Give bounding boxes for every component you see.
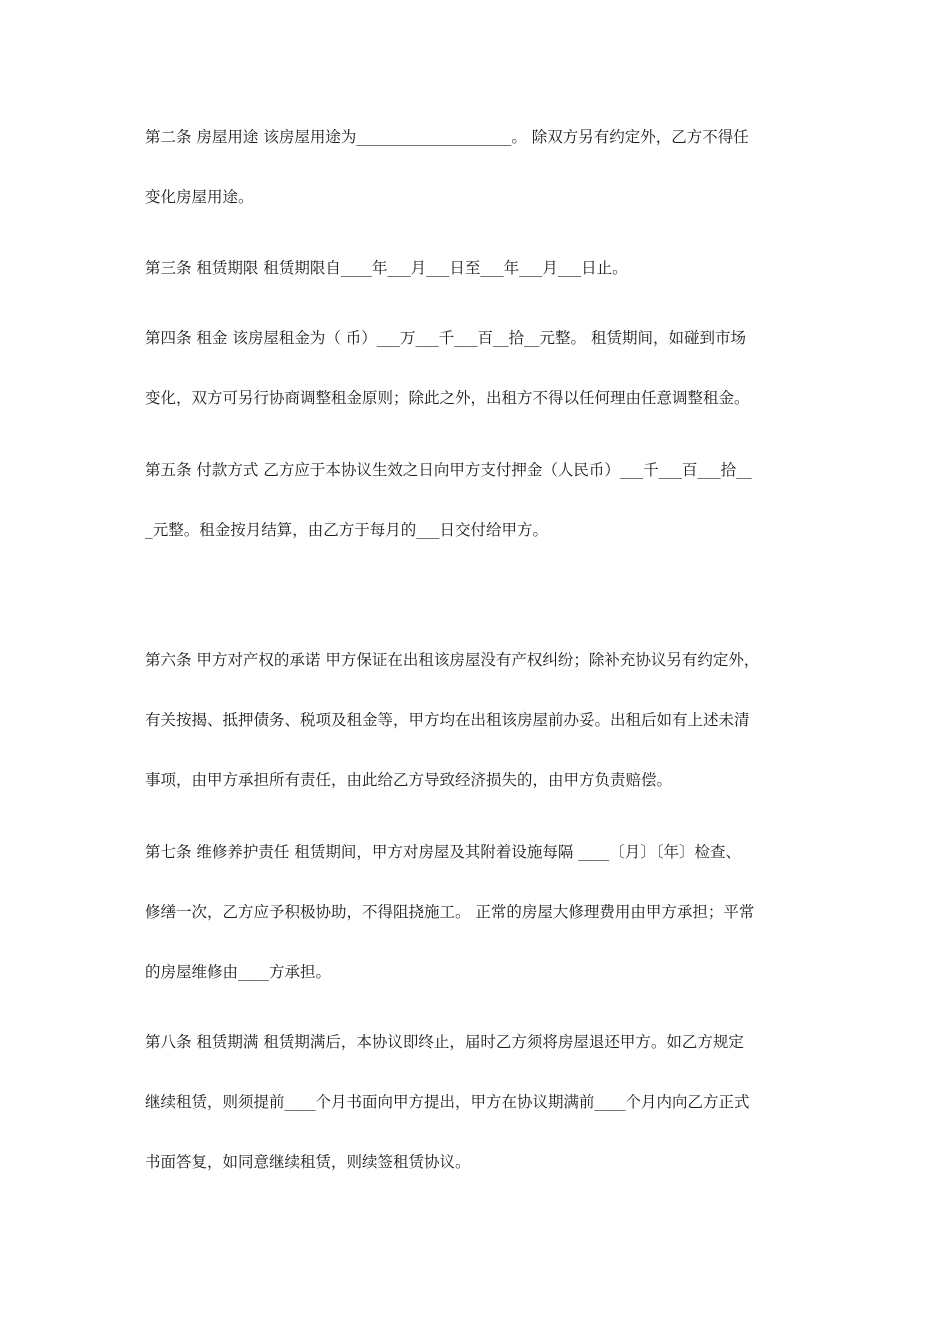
article-5-line-2: _元整。租金按月结算，由乙方于每月的___日交付给甲方。	[145, 521, 549, 539]
article-3-line-1: 第三条 租赁期限 租赁期限自____年___月___日至___年___月___日止。	[145, 259, 628, 277]
article-7-line-2: 修缮一次，乙方应予积极协助，不得阻挠施工。 正常的房屋大修理费用由甲方承担；平常	[145, 903, 755, 921]
article-7-line-3: 的房屋维修由____方承担。	[145, 963, 332, 981]
article-8-line-1: 第八条 租赁期满 租赁期满后，本协议即终止，届时乙方须将房屋退还甲方。如乙方规定	[145, 1033, 744, 1051]
article-8-line-2: 继续租赁，则须提前____个月书面向甲方提出，甲方在协议期满前____个月内向乙方正式	[145, 1093, 750, 1111]
article-8-line-3: 书面答复，如同意继续租赁，则续签租赁协议。	[145, 1153, 471, 1171]
article-4-line-1: 第四条 租金 该房屋租金为（ 币）___万___千___百__拾__元整。 租赁期间，如碰到市场	[145, 329, 746, 347]
article-5-line-1: 第五条 付款方式 乙方应于本协议生效之日向甲方支付押金（人民币）___千___百___拾__	[145, 461, 752, 479]
article-4-line-2: 变化，双方可另行协商调整租金原则；除此之外，出租方不得以任何理由任意调整租金。	[145, 389, 750, 407]
article-6-line-2: 有关按揭、抵押债务、税项及租金等，甲方均在出租该房屋前办妥。出租后如有上述未清	[145, 711, 750, 729]
article-6-line-3: 事项，由甲方承担所有责任，由此给乙方导致经济损失的，由甲方负责赔偿。	[145, 771, 673, 789]
article-2-line-2: 变化房屋用途。	[145, 188, 254, 206]
article-6-line-1: 第六条 甲方对产权的承诺 甲方保证在出租该房屋没有产权纠纷；除补充协议另有约定外，	[145, 651, 760, 669]
article-7-line-1: 第七条 维修养护责任 租赁期间，甲方对房屋及其附着设施每隔 ____〔月〕〔年〕检查、	[145, 843, 742, 861]
article-2-line-1: 第二条 房屋用途 该房屋用途为____________________。 除双方另有约定外，乙方不得任	[145, 128, 749, 146]
